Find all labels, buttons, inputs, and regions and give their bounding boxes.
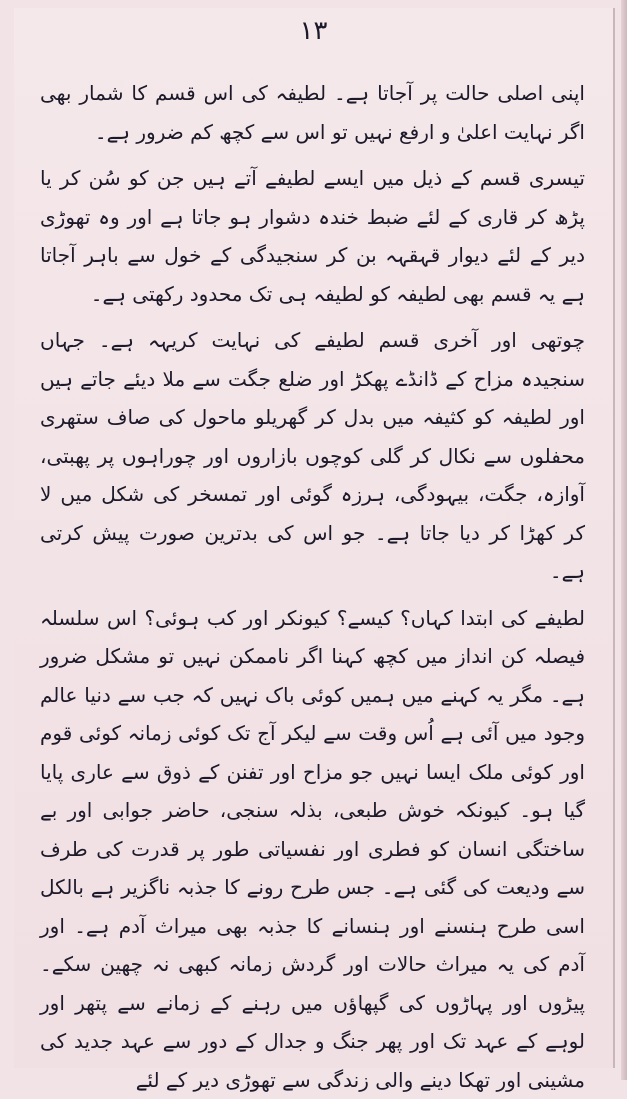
page-number: ۱۳ bbox=[14, 16, 613, 46]
book-page bbox=[14, 8, 615, 1068]
paragraph-2: تیسری قسم کے ذیل میں ایسے لطیفے آتے ہیں جن کو سُن کر یا پڑھ کر قاری کے لئے ضبط خندہ دشوار ہو جاتا ہے اور وہ تھوڑی دیر کے لئے دیوار قہقہہ بن کر سنجیدگی کے خول سے باہر آجاتا ہے یہ قسم بھی لطیفہ کو لطیفہ ہی تک محدود رکھتی ہے۔ bbox=[40, 159, 585, 313]
paragraph-gap bbox=[40, 151, 585, 159]
page-edge-shadow bbox=[621, 0, 627, 1080]
paragraph-gap bbox=[40, 591, 585, 599]
paragraph-1: اپنی اصلی حالت پر آجاتا ہے۔ لطیفہ کی اس قسم کا شمار بھی اگر نہایت اعلیٰ و ارفع نہیں تو اس سے کچھ کم ضرور ہے۔ bbox=[40, 74, 585, 151]
paragraph-gap bbox=[40, 313, 585, 321]
paragraph-4: لطیفے کی ابتدا کہاں؟ کیسے؟ کیونکر اور کب ہوئی؟ اس سلسلہ فیصلہ کن انداز میں کچھ کہنا اگر ناممکن نہیں تو مشکل ضرور ہے۔ مگر یہ کہنے میں ہمیں کوئی باک نہیں کہ جب سے دنیا عالم وجود میں آئی ہے اُس وقت سے لیکر آج تک کوئی زمانہ کوئی قوم اور کوئی ملک ایسا نہیں جو مزاح اور تفنن کے ذوق سے عاری پایا گیا ہو۔ کیونکہ خوش طبعی، بذلہ سنجی، حاضر جوابی اور بے ساختگی انسان کو فطری اور نفسیاتی طور پر قدرت کی طرف سے ودیعت کی گئی ہے۔ جس طرح رونے کا جذبہ ناگزیر ہے بالکل اسی طرح ہنسنے اور ہنسانے کا جذبہ بھی میراث آدم ہے۔ اور آدم کی یہ میراث حالات اور گردش زمانہ کبھی نہ چھین سکے۔ پیڑوں اور پہاڑوں کی گپھاؤں میں رہنے کے زمانے سے پتھر اور لوہے کے عہد تک اور پھر جنگ و جدال کے دور سے عہد جدید کی مشینی اور تھکا دینے والی زندگی سے تھوڑی دیر کے لئے bbox=[40, 599, 585, 1099]
paragraph-3: چوتھی اور آخری قسم لطیفے کی نہایت کریہہ ہے۔ جہاں سنجیدہ مزاح کے ڈانڈے پھکڑ اور ضلع جگت سے ملا دیئے جاتے ہیں اور لطیفہ کو کثیفہ میں بدل کر گھریلو ماحول کی صاف ستھری محفلوں سے نکال کر گلی کوچوں بازاروں اور چوراہوں پر پھبتی، آوازہ، جگت، بیہودگی، ہرزہ گوئی اور تمسخر کی شکل میں لا کر کھڑا کر دیا جاتا ہے۔ جو اس کی بدترین صورت پیش کرتی ہے۔ bbox=[40, 321, 585, 591]
page-body bbox=[40, 74, 585, 1099]
